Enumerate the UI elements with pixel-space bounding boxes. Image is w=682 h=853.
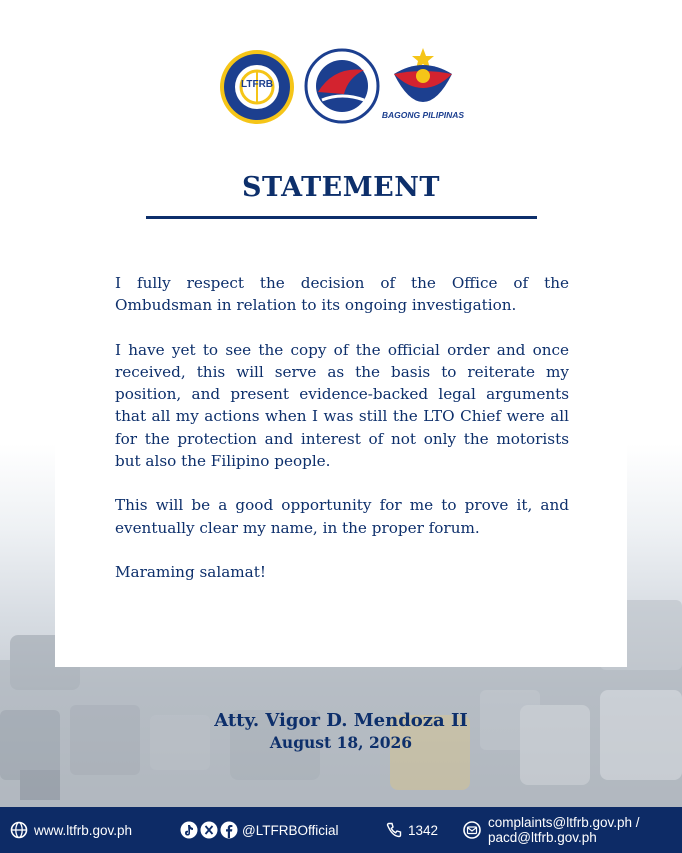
- email-complaints[interactable]: complaints@ltfrb.gov.ph /: [488, 815, 640, 830]
- footer-social[interactable]: [180, 807, 338, 853]
- paragraph-2: I have yet to see the copy of the official order and once received, this will serve as the basis to reiterate my position, and present evidence-backed legal arguments that all my actions when I was still the LTO Chief were all for the protection and interest of not only the motorists but also the Filipino people.: [115, 340, 569, 471]
- footer-phone[interactable]: [386, 807, 438, 853]
- signature-block: [0, 710, 682, 752]
- bagong-pilipinas-text: BAGONG PILIPINAS: [381, 110, 465, 120]
- paragraph-3: This will be a good opportunity for me to prove it, and eventually clear my name, in the proper forum.: [115, 496, 569, 537]
- facebook-icon[interactable]: [220, 821, 238, 839]
- x-icon[interactable]: [200, 821, 218, 839]
- tiktok-icon[interactable]: [180, 821, 198, 839]
- email-pacd[interactable]: pacd@ltfrb.gov.ph: [488, 830, 597, 845]
- bagong-pilipinas-logo-icon: [388, 44, 458, 106]
- email-addresses: [488, 815, 640, 845]
- footer-bar: [0, 807, 682, 853]
- footer-website[interactable]: [10, 807, 132, 853]
- social-handle[interactable]: @LTFRBOfficial: [242, 822, 339, 838]
- hotline-number[interactable]: 1342: [408, 822, 439, 838]
- ltfrb-logo-text: LTFRB: [240, 79, 274, 90]
- statement-body: [115, 272, 569, 605]
- phone-icon: [386, 822, 402, 838]
- website-link[interactable]: www.ltfrb.gov.ph: [34, 822, 133, 838]
- statement-date: August 18, 2026: [269, 733, 413, 752]
- signatory-name: Atty. Vigor D. Mendoza II: [214, 710, 468, 731]
- dotr-logo-icon: [304, 48, 380, 124]
- globe-icon: [10, 821, 28, 839]
- paragraph-4: Maraming salamat!: [115, 562, 266, 581]
- footer-email[interactable]: [463, 807, 640, 853]
- header-logos: [0, 48, 682, 128]
- page-title: STATEMENT: [242, 172, 440, 203]
- email-icon: [463, 821, 481, 839]
- paragraph-1: I fully respect the decision of the Office of the Ombudsman in relation to its ongoing investigation.: [115, 274, 569, 315]
- title-divider: [146, 216, 537, 219]
